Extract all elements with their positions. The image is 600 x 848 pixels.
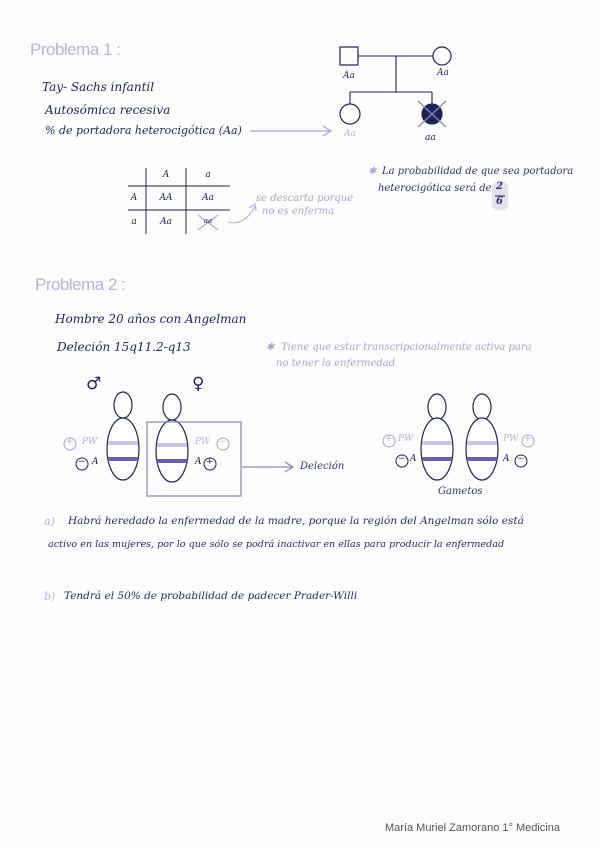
male-symbol: ♂	[86, 374, 102, 394]
pedigree-mother-circle	[433, 47, 451, 65]
gamete1-head	[428, 394, 446, 420]
gamete1-body	[421, 418, 453, 480]
prob-star: ✱	[368, 166, 377, 177]
plus-sign-right: +	[206, 457, 214, 467]
a-label-left: A	[92, 457, 99, 467]
answer-a-prefix: a)	[44, 515, 55, 528]
female-chromosome-body	[156, 420, 188, 482]
prob-denominator: 6	[496, 196, 503, 207]
punnett-row-header-1: A	[130, 193, 138, 203]
gamete-plus-right: +	[524, 434, 532, 444]
gamete-pw-right: PW	[503, 434, 519, 444]
prob-numerator: 2	[496, 181, 503, 192]
male-a-band	[108, 457, 138, 461]
male-pw-band	[108, 441, 138, 445]
punnett-col-header-1: A	[162, 170, 170, 180]
minus-sign-right: −	[219, 437, 227, 447]
pedigree-father-square	[340, 47, 358, 65]
gamete-a-right: A	[503, 454, 510, 464]
answer-a-line2: activo en las mujeres, por lo que sólo se podrá inactivar en ellas para producir la enfermedad	[48, 539, 505, 550]
female-chromosome-head	[163, 394, 181, 420]
gamete-minus-right: −	[517, 454, 525, 464]
gamete-plus-left: +	[385, 434, 393, 444]
gamete2-body	[466, 418, 498, 480]
punnett-row-header-2: a	[131, 217, 137, 227]
gamete2-head	[473, 394, 491, 420]
male-chromosome-body	[107, 418, 139, 480]
activity-note-line1: Tiene que estar transcripcionalmente activa para	[281, 342, 532, 353]
pw-label-right: PW	[195, 437, 211, 447]
punnett-col-header-2: a	[205, 170, 211, 180]
gametes-label: Gametos	[438, 486, 483, 497]
punnett-cell-aa: aa	[203, 217, 213, 225]
gamete1-pw-band	[422, 441, 452, 445]
child2-genotype: aa	[425, 133, 436, 143]
female-pw-band	[157, 443, 187, 447]
father-genotype: Aa	[343, 71, 355, 81]
female-symbol: ♀	[192, 374, 205, 394]
answer-a-line1: Habrá heredado la enfermedad de la madre, porque la región del Angelman sólo está	[68, 515, 524, 527]
activity-star: ✱	[266, 342, 275, 353]
prob-note-line1: La probabilidad de que sea portadora	[382, 166, 574, 177]
problema1-title: Problema 1 :	[30, 40, 121, 59]
discard-note-line2: no es enferma	[262, 206, 335, 217]
patient-description: Hombre 20 años con Angelman	[55, 312, 247, 326]
male-chromosome-head	[114, 392, 132, 418]
gamete-a-left: A	[410, 454, 417, 464]
punnett-cell-AA: AA	[159, 193, 173, 203]
discard-note-line1: se descarta porque	[256, 193, 354, 204]
disease-name: Tay- Sachs infantil	[42, 80, 155, 94]
child1-genotype: Aa	[344, 129, 356, 139]
problema2-title: Problema 2 :	[35, 275, 126, 294]
answer-b-prefix: b)	[44, 590, 56, 603]
pw-label-left: PW	[82, 437, 98, 447]
gamete-pw-left: PW	[398, 434, 414, 444]
female-a-band	[157, 459, 187, 463]
deletion-label: Deleción	[300, 461, 345, 472]
answer-b: Tendrá el 50% de probabilidad de padecer Prader-Willi	[64, 590, 358, 602]
activity-note-line2: no tener la enfermedad	[276, 358, 396, 369]
inheritance-type: Autosómica recesiva	[45, 103, 171, 117]
a-label-right: A	[195, 457, 202, 467]
gamete-minus-left: −	[398, 454, 406, 464]
plus-sign-left: +	[66, 437, 74, 447]
prob-note-line2: heterocigótica será de	[378, 183, 492, 194]
pedigree-child1-circle	[340, 104, 360, 124]
discard-arrow	[228, 206, 255, 223]
carrier-percentage-text: % de portadora heterocigótica (Aa)	[45, 124, 242, 137]
gamete2-a-band	[467, 457, 497, 461]
minus-sign-left: −	[78, 457, 86, 467]
punnett-cell-Aa-2: Aa	[160, 217, 172, 227]
mother-genotype: Aa	[437, 68, 449, 78]
punnett-cell-Aa-1: Aa	[202, 193, 214, 203]
deletion-description: Deleción 15q11.2-q13	[57, 340, 191, 354]
footer-author: María Muriel Zamorano 1° Medicina	[385, 822, 560, 834]
gamete2-pw-band	[467, 441, 497, 445]
gamete1-a-band	[422, 457, 452, 461]
